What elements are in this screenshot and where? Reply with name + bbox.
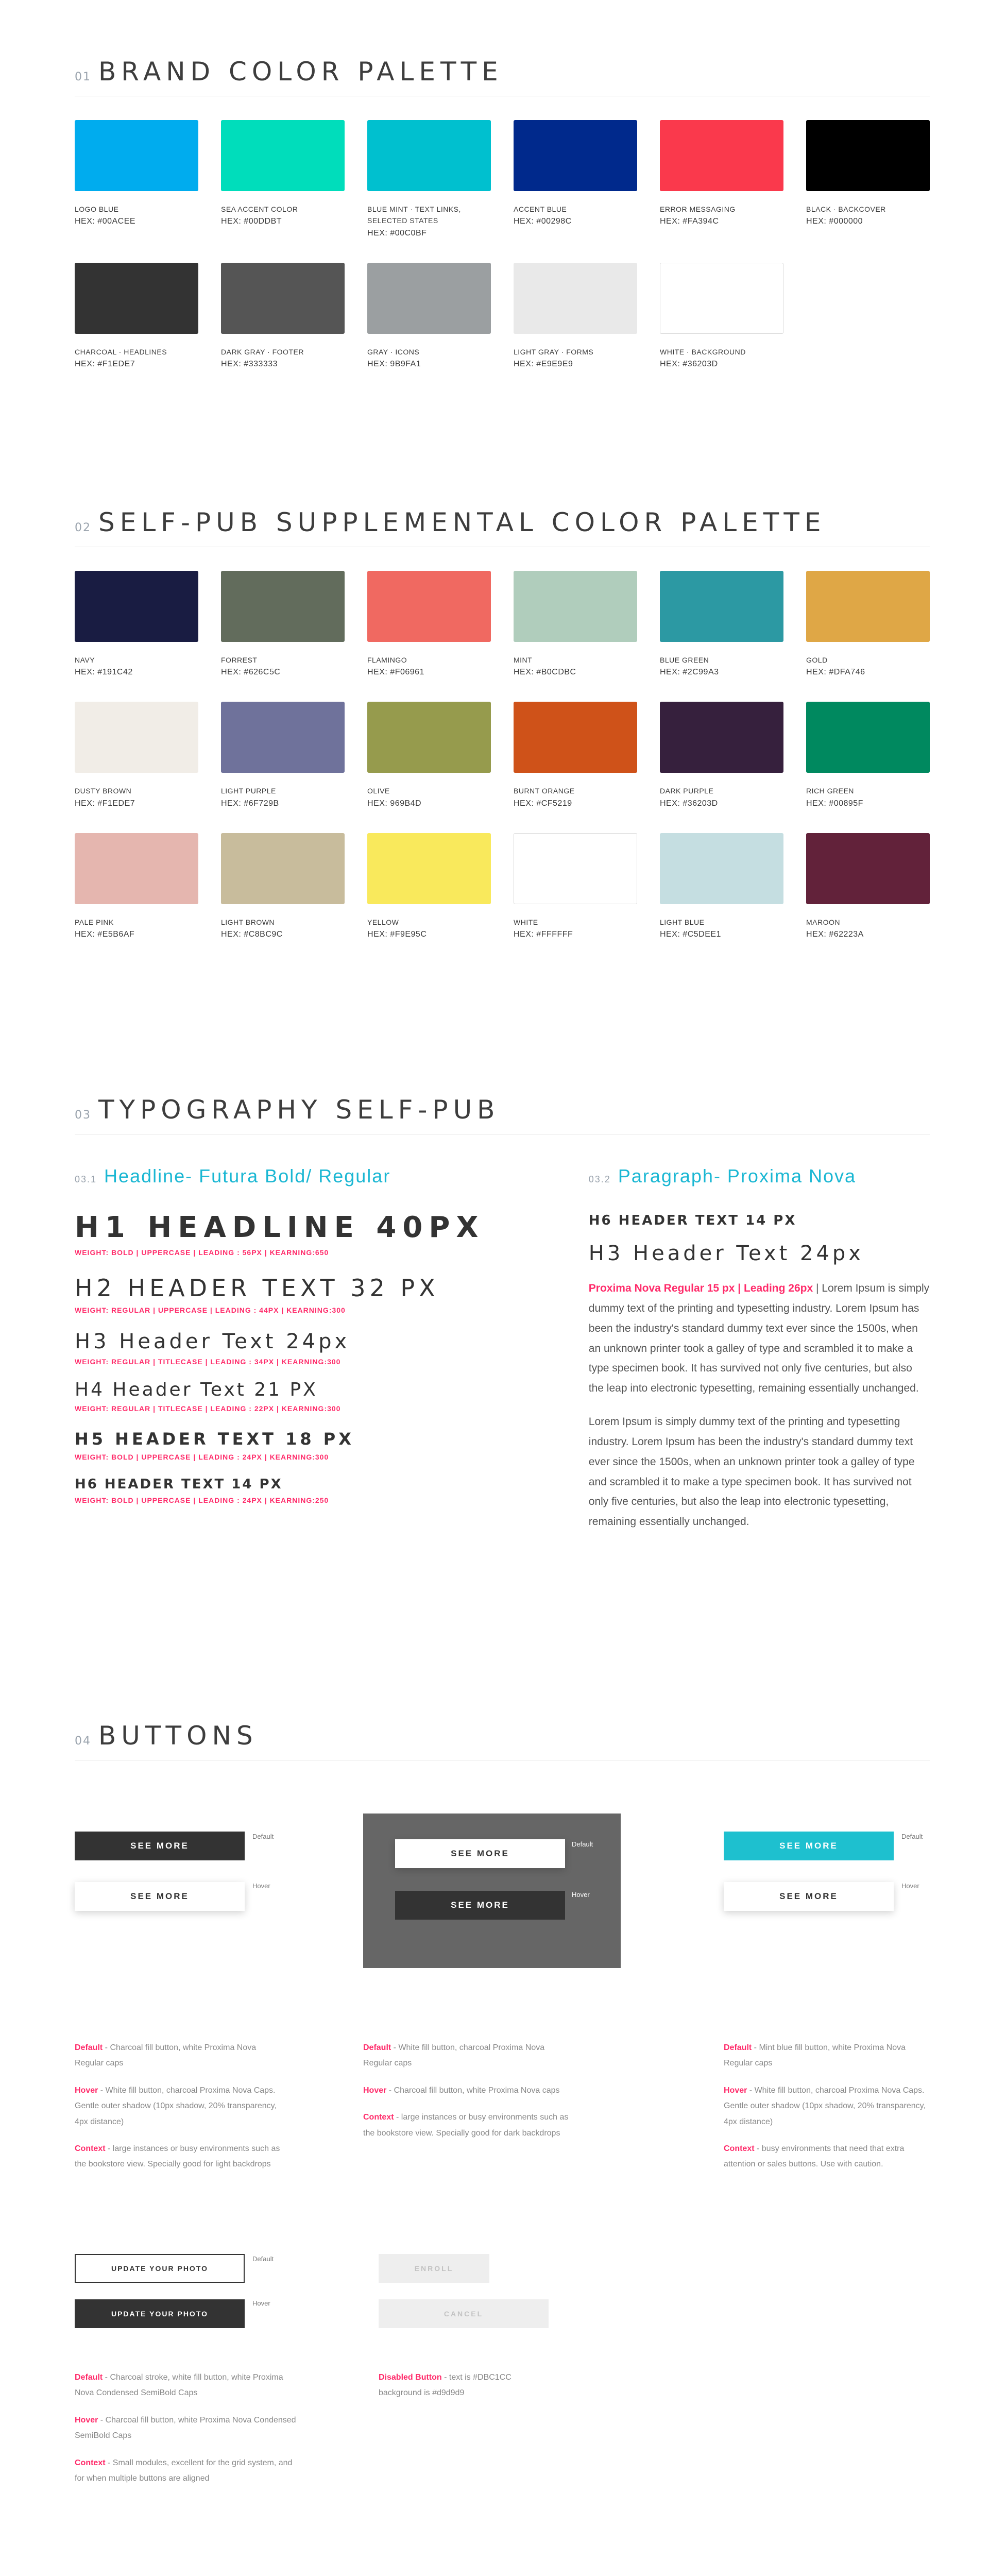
button-description-2 — [363, 2040, 574, 2153]
supplemental-palette-section — [75, 507, 930, 939]
button-description-4 — [75, 2370, 296, 2498]
h1-spec: WEIGHT: BOLD | UPPERCASE | LEADING : 56PX | KEARNING:650 — [75, 1248, 329, 1257]
color-chip — [514, 571, 637, 642]
headline-column — [75, 1165, 501, 1532]
swatch-name: ERROR MESSAGING — [660, 205, 736, 213]
update-photo-button-default[interactable]: UPDATE YOUR PHOTO — [75, 2254, 245, 2283]
swatch-hex: HEX: 9B9FA1 — [367, 360, 421, 369]
cancel-button-disabled[interactable]: CANCEL — [379, 2299, 549, 2328]
update-photo-button-hover[interactable]: UPDATE YOUR PHOTO — [75, 2299, 245, 2328]
color-swatch — [514, 571, 637, 677]
description-line — [363, 2110, 574, 2141]
subheading-number: 03.2 — [588, 1174, 611, 1184]
button-group-dark-backdrop — [363, 1814, 621, 1968]
color-swatch — [221, 833, 345, 939]
color-chip — [660, 263, 783, 334]
description-text: - large instances or busy environments such as the bookstore view. Specially good for light backdrops — [75, 2144, 280, 2169]
swatch-hex: HEX: #626C5C — [221, 668, 281, 677]
button-group-disabled — [379, 2254, 554, 2336]
section-header — [75, 1095, 930, 1134]
swatch-hex: HEX: #00C0BF — [367, 228, 427, 238]
button-description-3 — [724, 2040, 935, 2184]
description-key: Default — [724, 2043, 752, 2052]
description-text: - Charcoal fill button, white Proxima Nova Condensed SemiBold Caps — [75, 2415, 296, 2441]
h6-sample: H6 HEADER TEXT 14 PX — [75, 1477, 283, 1492]
color-swatch — [367, 833, 491, 939]
color-chip — [221, 571, 345, 642]
paragraph-sample-1 — [589, 1279, 930, 1399]
default-tag: Default — [572, 1840, 593, 1848]
description-key: Hover — [75, 2415, 98, 2425]
section-header — [75, 57, 930, 96]
h4-sample: H4 Header Text 21 PX — [75, 1379, 318, 1400]
color-chip — [221, 702, 345, 773]
swatch-name: SEA ACCENT COLOR — [221, 205, 298, 213]
section-number: 02 — [75, 521, 91, 534]
section-title: SELF-PUB SUPPLEMENTAL COLOR PALETTE — [98, 507, 826, 537]
section-title: TYPOGRAPHY SELF-PUB — [98, 1095, 500, 1125]
color-swatch — [221, 120, 345, 238]
swatch-name: CHARCOAL · HEADLINES — [75, 347, 167, 356]
h2-sample: H2 HEADER TEXT 32 PX — [75, 1274, 439, 1302]
color-swatch — [660, 833, 783, 939]
swatch-name: BLUE MINT · TEXT LINKS, SELECTED STATES — [367, 205, 461, 225]
swatch-hex: HEX: #6F729B — [221, 799, 279, 808]
default-tag: Default — [252, 1833, 274, 1840]
swatch-hex: HEX: #F1EDE7 — [75, 360, 135, 369]
swatch-name: DARK GRAY · FOOTER — [221, 347, 304, 356]
color-chip — [806, 702, 930, 773]
h4-spec: WEIGHT: REGULAR | TITLECASE | LEADING : 22PX | KEARNING:300 — [75, 1404, 341, 1413]
swatch-hex: HEX: #36203D — [660, 360, 718, 369]
swatch-hex: HEX: #FA394C — [660, 217, 719, 226]
buttons-section — [75, 1721, 930, 2566]
swatch-name: LIGHT BLUE — [660, 918, 705, 926]
section-title: BUTTONS — [98, 1721, 258, 1751]
description-line — [75, 2083, 286, 2130]
button-description-5 — [379, 2370, 549, 2413]
color-chip — [660, 833, 783, 904]
color-chip — [514, 833, 637, 904]
description-key: Default — [75, 2373, 103, 2382]
color-chip — [367, 833, 491, 904]
swatch-name: RICH GREEN — [806, 787, 854, 795]
color-swatch — [806, 120, 930, 238]
swatch-hex: HEX: #DFA746 — [806, 668, 865, 677]
description-key: Disabled Button — [379, 2373, 442, 2382]
h3-spec: WEIGHT: REGULAR | TITLECASE | LEADING : 34PX | KEARNING:300 — [75, 1358, 341, 1366]
description-line — [75, 2141, 286, 2173]
section-header — [75, 1721, 930, 1760]
color-chip — [75, 120, 198, 191]
swatch-name: MINT — [514, 656, 533, 664]
color-chip — [514, 120, 637, 191]
typography-section — [75, 1095, 930, 1532]
swatch-name: ACCENT BLUE — [514, 205, 567, 213]
swatch-hex: HEX: #E5B6AF — [75, 930, 135, 939]
swatch-name: OLIVE — [367, 787, 390, 795]
h6-spec: WEIGHT: BOLD | UPPERCASE | LEADING : 24PX | KEARNING:250 — [75, 1496, 329, 1504]
color-swatch — [514, 263, 637, 369]
h3-sample: H3 Header Text 24px — [75, 1330, 350, 1353]
color-swatch — [806, 571, 930, 677]
swatch-hex: HEX: #B0CDBC — [514, 668, 576, 677]
see-more-button-default[interactable]: SEE MORE — [724, 1832, 894, 1860]
color-swatch — [514, 120, 637, 238]
color-chip — [367, 263, 491, 334]
description-text: - text is #DBC1CC background is #d9d9d9 — [379, 2373, 511, 2398]
default-tag: Default — [252, 2255, 274, 2263]
swatch-hex: HEX: #000000 — [806, 217, 863, 226]
color-chip — [367, 120, 491, 191]
swatch-name: FLAMINGO — [367, 656, 407, 664]
swatch-name: WHITE · BACKGROUND — [660, 347, 746, 356]
swatch-name: FORREST — [221, 656, 258, 664]
swatch-hex: HEX: #00ACEE — [75, 217, 136, 226]
swatch-name: WHITE — [514, 918, 538, 926]
color-swatch — [367, 571, 491, 677]
color-chip — [367, 702, 491, 773]
swatch-hex: HEX: #F06961 — [367, 668, 424, 677]
description-line — [363, 2040, 574, 2072]
swatch-name: LIGHT BROWN — [221, 918, 275, 926]
paragraph-column — [589, 1165, 930, 1532]
description-text: - large instances or busy environments such as the bookstore view. Specially good for dark backdrops — [363, 2113, 569, 2138]
swatch-name: DUSTY BROWN — [75, 787, 132, 795]
color-chip — [806, 833, 930, 904]
paragraph-sample-2: Lorem Ipsum is simply dummy text of the printing and typesetting industry. Lorem Ipsum has been the industry's standard dummy text ever since the 1500s, when an unknown printer took a galley of type and scrambled it to make a type specimen book. It has survived not only five centuries, but also the leap into electronic typesetting, remaining essentially unchanged. — [588, 1416, 915, 1528]
color-chip — [221, 833, 345, 904]
description-line — [724, 2040, 935, 2072]
paragraph-accent: Proxima Nova Regular 15 px | Leading 26px — [588, 1282, 813, 1294]
description-text: - White fill button, charcoal Proxima Nova Caps. Gentle outer shadow (10px shadow, 20% transparency, 4px distance) — [724, 2086, 926, 2126]
color-chip — [806, 571, 930, 642]
hover-tag: Hover — [252, 2299, 270, 2307]
description-line — [75, 2413, 296, 2444]
section-number: 01 — [75, 71, 91, 83]
swatch-hex: HEX: 969B4D — [367, 799, 422, 808]
color-swatch — [75, 120, 198, 238]
see-more-button-hover[interactable]: SEE MORE — [75, 1882, 245, 1911]
swatch-hex: HEX: #C8BC9C — [221, 930, 283, 939]
button-description-1 — [75, 2040, 286, 2184]
section-title: BRAND COLOR PALETTE — [98, 57, 503, 87]
subheading-title: Paragraph- Proxima Nova — [618, 1165, 857, 1187]
color-chip — [514, 263, 637, 334]
description-text: - Charcoal fill button, white Proxima Nova Regular caps — [75, 2043, 257, 2068]
color-swatch — [660, 571, 783, 677]
color-swatch — [221, 263, 345, 369]
paragraph-h3-sample: H3 Header Text 24px — [588, 1242, 864, 1265]
see-more-button-default[interactable]: SEE MORE — [395, 1839, 565, 1868]
h1-sample: H1 HEADLINE 40PX — [75, 1211, 485, 1244]
subheading-title: Headline- Futura Bold/ Regular — [104, 1165, 391, 1187]
color-swatch — [806, 702, 930, 808]
description-key: Default — [363, 2043, 391, 2052]
color-swatch — [75, 702, 198, 808]
description-key: Context — [75, 2458, 106, 2467]
swatch-hex: HEX: #00DDBT — [221, 217, 282, 226]
description-line — [724, 2083, 935, 2130]
color-chip — [660, 702, 783, 773]
section-header — [75, 507, 930, 547]
enroll-button-disabled[interactable]: ENROLL — [379, 2254, 489, 2283]
swatch-name: LIGHT GRAY · FORMS — [514, 347, 594, 356]
swatch-hex: HEX: #36203D — [660, 799, 718, 808]
see-more-button-hover[interactable]: SEE MORE — [724, 1882, 894, 1911]
see-more-button-hover[interactable]: SEE MORE — [395, 1891, 565, 1920]
description-text: - White fill button, charcoal Proxima Nova Regular caps — [363, 2043, 545, 2068]
swatch-name: MAROON — [806, 918, 840, 926]
swatch-hex: HEX: #F9E95C — [367, 930, 427, 939]
color-swatch — [367, 263, 491, 369]
swatch-hex: HEX: #FFFFFF — [514, 930, 573, 939]
swatch-hex: HEX: #333333 — [221, 360, 278, 369]
default-tag: Default — [901, 1833, 923, 1840]
swatch-name: BURNT ORANGE — [514, 787, 575, 795]
hover-tag: Hover — [572, 1891, 590, 1899]
description-text: - busy environments that need that extra attention or sales buttons. Use with caution. — [724, 2144, 905, 2169]
hover-tag: Hover — [901, 1882, 919, 1890]
headline-subheading — [75, 1165, 501, 1187]
description-line — [75, 2455, 296, 2487]
color-swatch — [367, 702, 491, 808]
brand-palette-section — [75, 57, 930, 369]
color-chip — [75, 833, 198, 904]
color-chip — [367, 571, 491, 642]
description-key: Hover — [363, 2086, 387, 2095]
swatch-hex: HEX: #00298C — [514, 217, 572, 226]
description-line — [75, 2370, 296, 2401]
swatch-name: GRAY · ICONS — [367, 347, 420, 356]
color-swatch — [514, 702, 637, 808]
supplemental-swatch-grid — [75, 571, 930, 939]
color-chip — [806, 120, 930, 191]
color-swatch — [367, 120, 491, 238]
h2-spec: WEIGHT: REGULAR | UPPERCASE | LEADING : 44PX | KEARNING:300 — [75, 1306, 346, 1314]
button-group-teal — [724, 1832, 940, 1935]
color-chip — [660, 571, 783, 642]
color-swatch — [221, 571, 345, 677]
h5-spec: WEIGHT: BOLD | UPPERCASE | LEADING : 24PX | KEARNING:300 — [75, 1453, 329, 1461]
paragraph-body: | Lorem Ipsum is simply dummy text of the printing and typesetting industry. Lorem Ipsum has been the industry's standard dummy text ever since the 1500s, when an unknown printer took a galley of type and scrambled it to make a type specimen book. It has survived not only five centuries, but also the leap into electronic typesetting, remaining essentially unchanged. — [588, 1282, 930, 1395]
section-number: 03 — [75, 1109, 91, 1122]
description-line — [363, 2083, 574, 2098]
swatch-name: BLACK · BACKCOVER — [806, 205, 886, 213]
swatch-name: LIGHT PURPLE — [221, 787, 276, 795]
color-chip — [221, 263, 345, 334]
description-key: Hover — [75, 2086, 98, 2095]
description-text: - Mint blue fill button, white Proxima Nova Regular caps — [724, 2043, 906, 2068]
section-number: 04 — [75, 1735, 91, 1748]
swatch-name: LOGO BLUE — [75, 205, 119, 213]
description-line — [724, 2141, 935, 2173]
description-key: Context — [363, 2113, 394, 2122]
description-key: Context — [724, 2144, 755, 2153]
swatch-hex: HEX: #00895F — [806, 799, 863, 808]
see-more-button-default[interactable]: SEE MORE — [75, 1832, 245, 1860]
color-swatch — [75, 571, 198, 677]
swatch-name: YELLOW — [367, 918, 399, 926]
color-swatch — [806, 833, 930, 939]
description-line — [75, 2040, 286, 2072]
description-text: - White fill button, charcoal Proxima Nova Caps. Gentle outer shadow (10px shadow, 20% transparency, 4px distance) — [75, 2086, 277, 2126]
swatch-hex: HEX: #C5DEE1 — [660, 930, 721, 939]
color-swatch — [75, 833, 198, 939]
subheading-number: 03.1 — [75, 1174, 97, 1184]
color-swatch — [660, 702, 783, 808]
color-swatch — [514, 833, 637, 939]
description-text: - Small modules, excellent for the grid system, and for when multiple buttons are aligned — [75, 2458, 293, 2483]
color-chip — [75, 702, 198, 773]
color-chip — [75, 263, 198, 334]
description-text: - Charcoal fill button, white Proxima Nova caps — [386, 2086, 560, 2095]
color-swatch — [75, 263, 198, 369]
h5-sample: H5 HEADER TEXT 18 PX — [75, 1429, 354, 1449]
color-swatch — [660, 263, 783, 369]
button-group-outline — [75, 2254, 312, 2336]
swatch-hex: HEX: #62223A — [806, 930, 864, 939]
description-key: Hover — [724, 2086, 747, 2095]
swatch-name: NAVY — [75, 656, 95, 664]
hover-tag: Hover — [252, 1882, 270, 1890]
swatch-hex: HEX: #191C42 — [75, 668, 133, 677]
color-swatch — [660, 120, 783, 238]
brand-swatch-grid — [75, 120, 930, 369]
button-group-charcoal — [75, 1832, 312, 1935]
swatch-name: PALE PINK — [75, 918, 114, 926]
color-chip — [75, 571, 198, 642]
color-chip — [514, 702, 637, 773]
description-line — [379, 2370, 549, 2401]
swatch-hex: HEX: #F1EDE7 — [75, 799, 135, 808]
swatch-hex: HEX: #2C99A3 — [660, 668, 719, 677]
swatch-hex: HEX: #E9E9E9 — [514, 360, 573, 369]
swatch-hex: HEX: #CF5219 — [514, 799, 572, 808]
color-chip — [221, 120, 345, 191]
swatch-name: BLUE GREEN — [660, 656, 709, 664]
description-key: Default — [75, 2043, 103, 2052]
swatch-name: GOLD — [806, 656, 828, 664]
color-swatch — [221, 702, 345, 808]
paragraph-subheading — [589, 1165, 930, 1187]
swatch-name: DARK PURPLE — [660, 787, 714, 795]
color-chip — [660, 120, 783, 191]
description-text: - Charcoal stroke, white fill button, white Proxima Nova Condensed SemiBold Caps — [75, 2373, 283, 2398]
paragraph-h6-sample: H6 HEADER TEXT 14 PX — [588, 1213, 797, 1228]
description-key: Context — [75, 2144, 106, 2153]
